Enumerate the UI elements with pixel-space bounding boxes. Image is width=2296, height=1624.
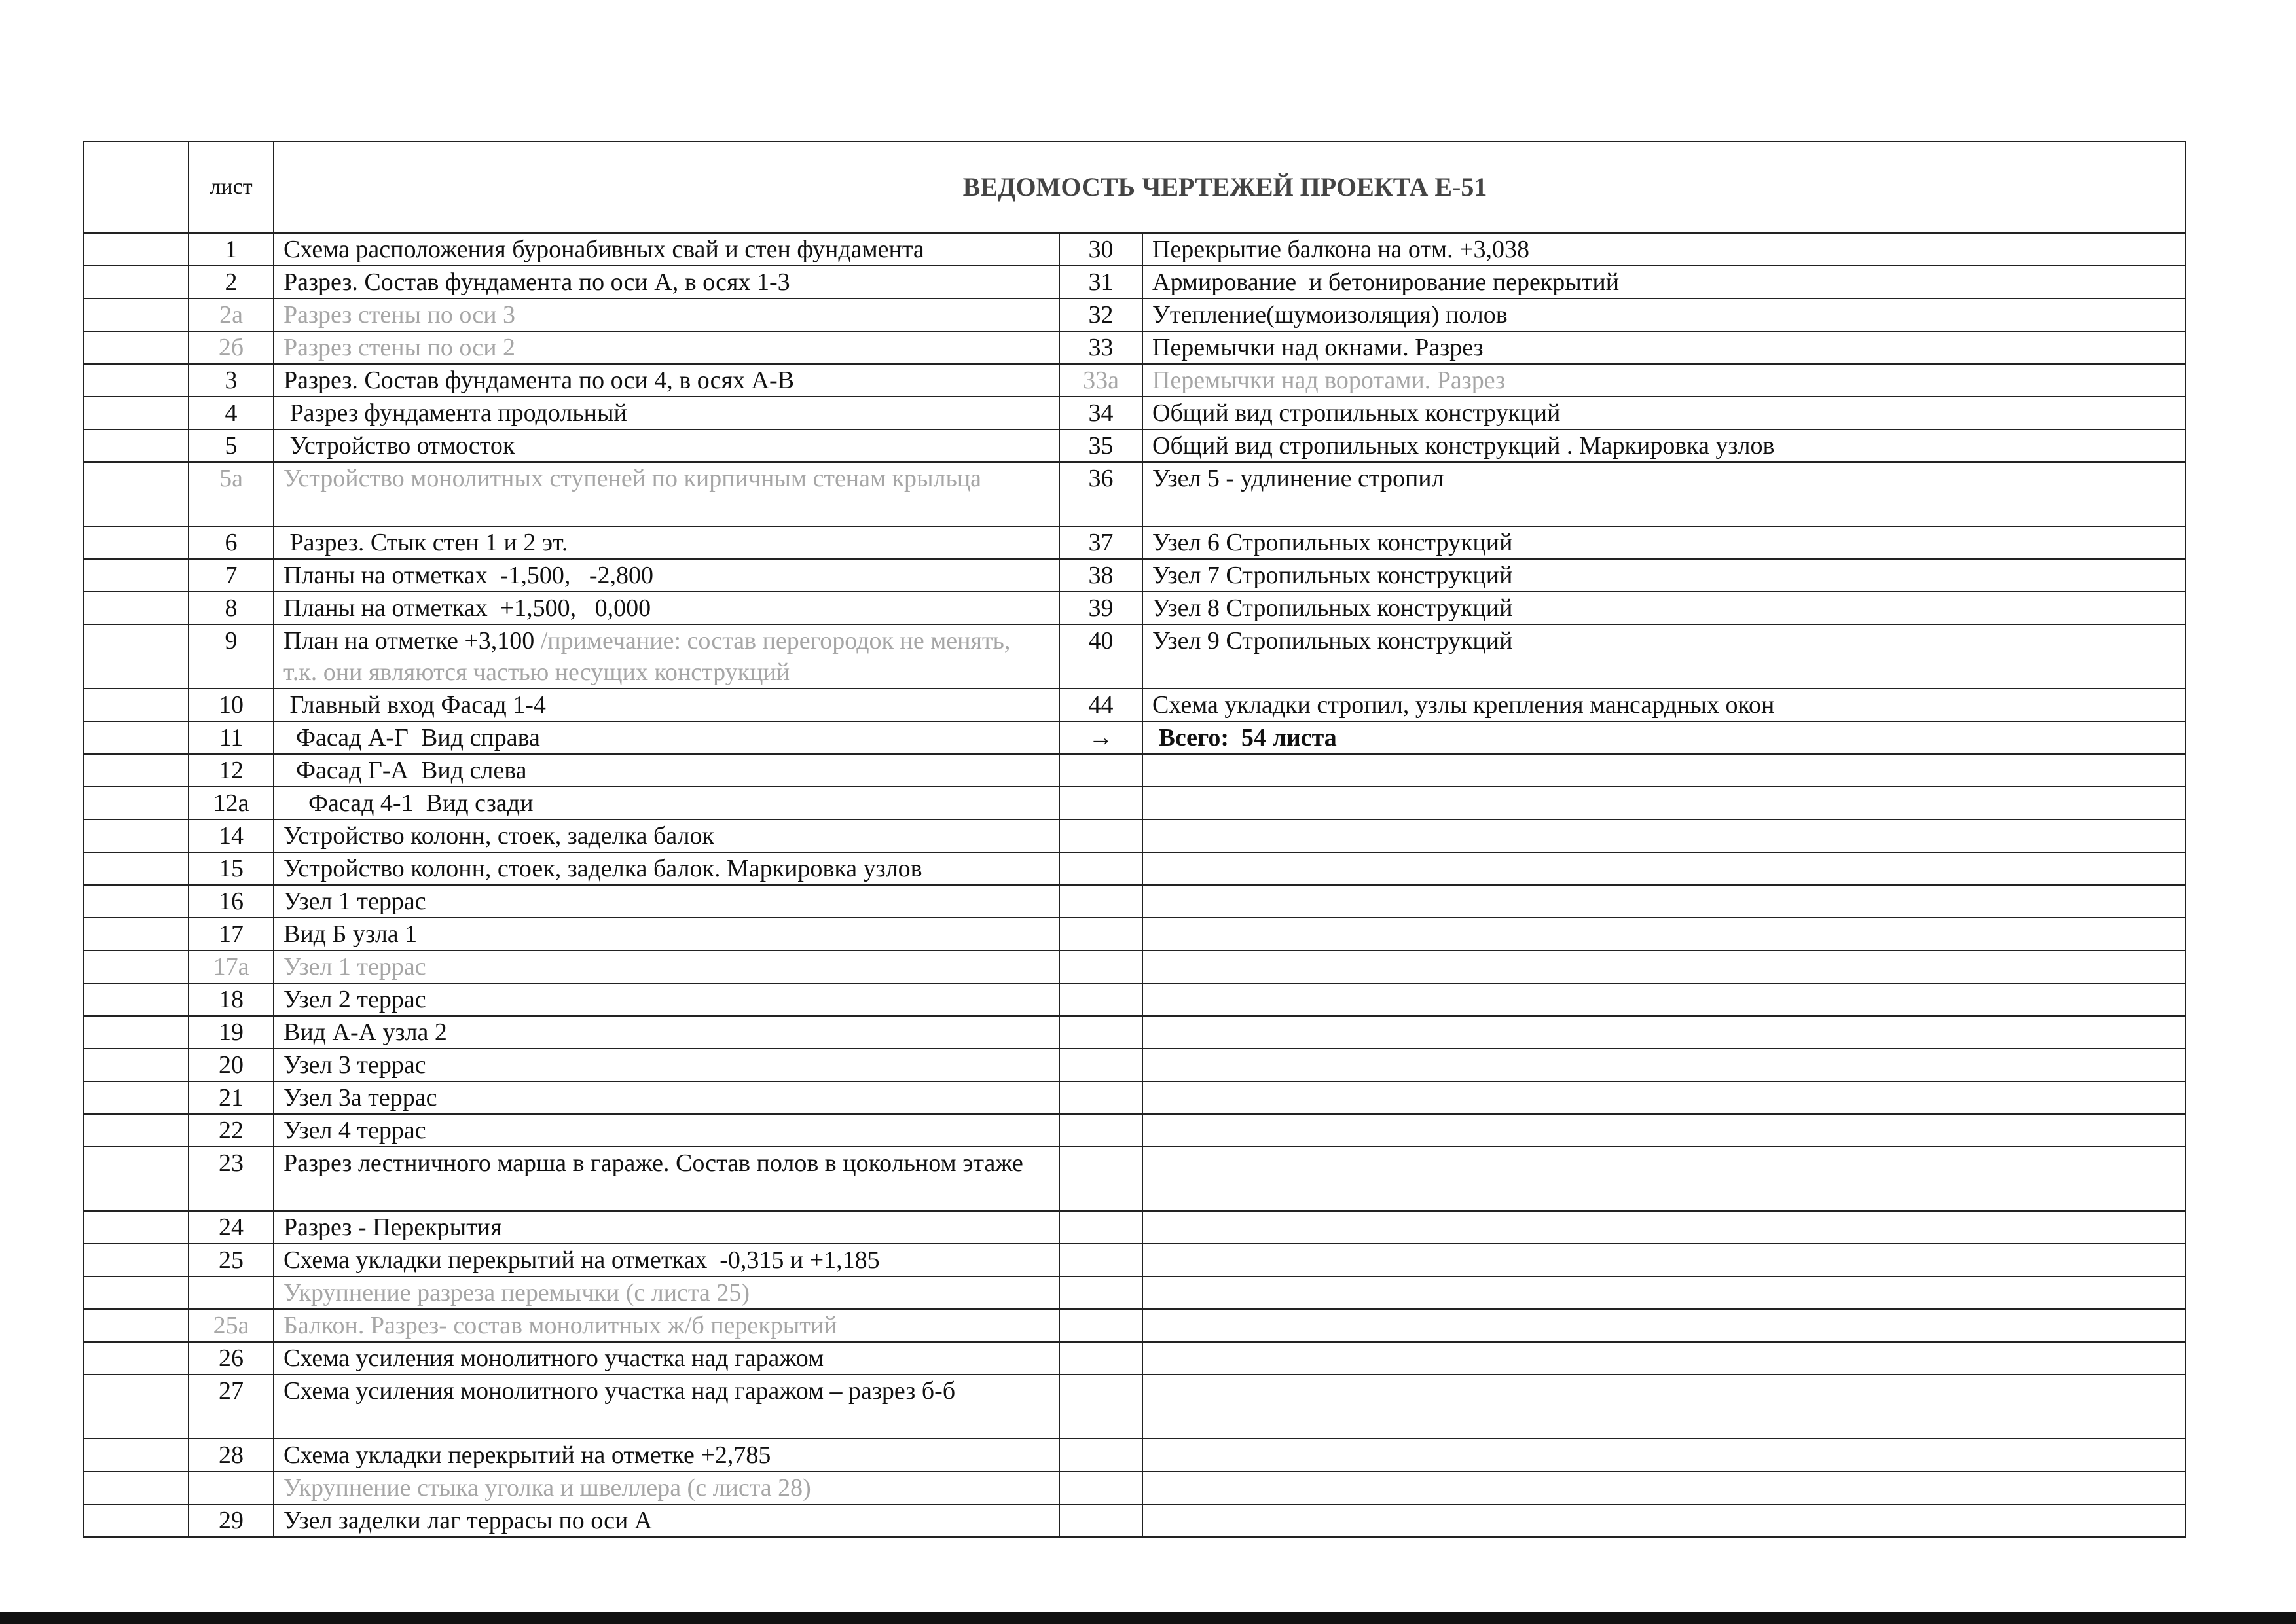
sheet-title-left: Разрез - Перекрытия xyxy=(274,1211,1059,1244)
sheet-number-left: 9 xyxy=(189,624,274,689)
margin-cell xyxy=(84,852,189,885)
table-row xyxy=(84,1016,2185,1049)
table-row xyxy=(84,1471,2185,1504)
sheet-number-left: 28 xyxy=(189,1439,274,1471)
table-row xyxy=(84,624,2185,689)
sheet-number-right xyxy=(1059,1309,1142,1342)
margin-cell xyxy=(84,1244,189,1276)
sheet-title-left: Разрез. Стык стен 1 и 2 эт. xyxy=(274,526,1059,559)
sheet-number-right xyxy=(1059,852,1142,885)
margin-cell xyxy=(84,1049,189,1081)
table-row xyxy=(84,462,2185,526)
sheet-number-left: 14 xyxy=(189,820,274,852)
sheet-number-left: 8 xyxy=(189,592,274,624)
table-row xyxy=(84,559,2185,592)
margin-cell xyxy=(84,918,189,950)
table-row xyxy=(84,852,2185,885)
sheet-title-right xyxy=(1142,1081,2185,1114)
sheet-number-left: 27 xyxy=(189,1375,274,1439)
sheet-number-left: 29 xyxy=(189,1504,274,1537)
table-row xyxy=(84,950,2185,983)
margin-cell xyxy=(84,1114,189,1147)
sheet-number-right: → xyxy=(1059,721,1142,754)
sheet-title-right xyxy=(1142,1439,2185,1471)
table-body xyxy=(84,141,2185,1537)
table-row xyxy=(84,820,2185,852)
margin-cell xyxy=(84,233,189,266)
table-row xyxy=(84,298,2185,331)
sheet-number-left: 25а xyxy=(189,1309,274,1342)
sheet-title-left: Разрез. Состав фундамента по оси 4, в осях А-В xyxy=(274,364,1059,397)
sheet-title-right xyxy=(1142,1276,2185,1309)
margin-cell xyxy=(84,1211,189,1244)
table-row xyxy=(84,1375,2185,1439)
sheet-number-right: 30 xyxy=(1059,233,1142,266)
sheet-title-right xyxy=(1142,1375,2185,1439)
sheet-title-left: Узел 1 террас xyxy=(274,950,1059,983)
sheet-number-left: 15 xyxy=(189,852,274,885)
sheet-title-left: Схема укладки перекрытий на отметках -0,315 и +1,185 xyxy=(274,1244,1059,1276)
sheet-number-right xyxy=(1059,1049,1142,1081)
table-row xyxy=(84,885,2185,918)
sheet-title-right: Узел 8 Стропильных конструкций xyxy=(1142,592,2185,624)
margin-cell xyxy=(84,689,189,721)
sheet-number-right xyxy=(1059,918,1142,950)
margin-cell xyxy=(84,592,189,624)
margin-cell xyxy=(84,397,189,429)
margin-cell xyxy=(84,526,189,559)
margin-cell xyxy=(84,754,189,787)
table-row xyxy=(84,1342,2185,1375)
sheet-number-right xyxy=(1059,820,1142,852)
margin-cell xyxy=(84,331,189,364)
sheet-number-right xyxy=(1059,1211,1142,1244)
sheet-title-right: Узел 6 Стропильных конструкций xyxy=(1142,526,2185,559)
sheet-title-left: Фасад 4-1 Вид сзади xyxy=(274,787,1059,820)
margin-cell xyxy=(84,1081,189,1114)
sheet-title-right xyxy=(1142,1309,2185,1342)
margin-cell xyxy=(84,624,189,689)
sheet-title-left: Схема укладки перекрытий на отметке +2,785 xyxy=(274,1439,1059,1471)
table-row xyxy=(84,1439,2185,1471)
sheet-title-right: Узел 7 Стропильных конструкций xyxy=(1142,559,2185,592)
sheet-title-left: Планы на отметках -1,500, -2,800 xyxy=(274,559,1059,592)
sheet-title-left: Узел 4 террас xyxy=(274,1114,1059,1147)
table-row xyxy=(84,1309,2185,1342)
sheet-number-right: 35 xyxy=(1059,429,1142,462)
sheet-title-left: Устройство монолитных ступеней по кирпичным стенам крыльца xyxy=(274,462,1059,526)
table-row xyxy=(84,1276,2185,1309)
table-row xyxy=(84,397,2185,429)
sheet-number-left: 26 xyxy=(189,1342,274,1375)
margin-cell xyxy=(84,1276,189,1309)
sheet-title-right xyxy=(1142,983,2185,1016)
sheet-number-right xyxy=(1059,1081,1142,1114)
sheet-number-left: 5а xyxy=(189,462,274,526)
sheet-title-right: Армирование и бетонирование перекрытий xyxy=(1142,266,2185,298)
sheet-title-text: План на отметке +3,100 xyxy=(283,627,541,655)
sheet-number-right xyxy=(1059,1276,1142,1309)
sheet-title-left: Планы на отметках +1,500, 0,000 xyxy=(274,592,1059,624)
margin-cell xyxy=(84,1147,189,1211)
margin-cell xyxy=(84,462,189,526)
sheet-number-left: 1 xyxy=(189,233,274,266)
table-row xyxy=(84,233,2185,266)
sheet-title-left: Схема усиления монолитного участка над гаражом – разрез б-б xyxy=(274,1375,1059,1439)
table-row xyxy=(84,1147,2185,1211)
margin-cell xyxy=(84,559,189,592)
sheet-title-left: Схема усиления монолитного участка над гаражом xyxy=(274,1342,1059,1375)
sheet-number-left: 7 xyxy=(189,559,274,592)
drawings-register-table xyxy=(83,141,2186,1538)
sheet-number-left: 22 xyxy=(189,1114,274,1147)
sheet-number-left: 23 xyxy=(189,1147,274,1211)
sheet-title-left: Разрез. Состав фундамента по оси А, в осях 1-3 xyxy=(274,266,1059,298)
sheet-title-left: Укрупнение разреза перемычки (с листа 25) xyxy=(274,1276,1059,1309)
sheet-title-left: Узел 2 террас xyxy=(274,983,1059,1016)
sheet-number-left: 2а xyxy=(189,298,274,331)
sheet-number-left: 3 xyxy=(189,364,274,397)
sheet-title-left: Устройство отмосток xyxy=(274,429,1059,462)
table-row xyxy=(84,1211,2185,1244)
sheet-number-left xyxy=(189,1276,274,1309)
sheet-number-left: 25 xyxy=(189,1244,274,1276)
margin-cell xyxy=(84,820,189,852)
sheet-title-right: Общий вид стропильных конструкций xyxy=(1142,397,2185,429)
sheet-number-right xyxy=(1059,950,1142,983)
sheet-number-right xyxy=(1059,1504,1142,1537)
sheet-title-right xyxy=(1142,754,2185,787)
table-row xyxy=(84,689,2185,721)
sheet-number-right: 32 xyxy=(1059,298,1142,331)
sheet-number-right xyxy=(1059,1439,1142,1471)
sheet-number-right xyxy=(1059,787,1142,820)
sheet-number-left: 12а xyxy=(189,787,274,820)
sheet-number-right xyxy=(1059,1016,1142,1049)
table-row xyxy=(84,266,2185,298)
sheet-title-left: Разрез лестничного марша в гараже. Состав полов в цокольном этаже xyxy=(274,1147,1059,1211)
sheet-title-left: Узел заделки лаг террасы по оси А xyxy=(274,1504,1059,1537)
sheet-title-left: Узел 3а террас xyxy=(274,1081,1059,1114)
margin-cell xyxy=(84,787,189,820)
sheet-title-left: Разрез стены по оси 3 xyxy=(274,298,1059,331)
margin-cell xyxy=(84,1309,189,1342)
table-row xyxy=(84,1504,2185,1537)
sheet-number-left: 17 xyxy=(189,918,274,950)
sheet-number-right xyxy=(1059,983,1142,1016)
sheet-number-right: 36 xyxy=(1059,462,1142,526)
sheet-title-right xyxy=(1142,1114,2185,1147)
sheet-title-right xyxy=(1142,1016,2185,1049)
sheet-number-right: 44 xyxy=(1059,689,1142,721)
margin-cell xyxy=(84,1016,189,1049)
sheet-title-left: Схема расположения буронабивных свай и стен фундамента xyxy=(274,233,1059,266)
table-row xyxy=(84,364,2185,397)
sheet-title-right: Утепление(шумоизоляция) полов xyxy=(1142,298,2185,331)
sheet-number-right xyxy=(1059,754,1142,787)
sheet-title-right: Узел 5 - удлинение стропил xyxy=(1142,462,2185,526)
table-row xyxy=(84,429,2185,462)
sheet-title-right xyxy=(1142,1147,2185,1211)
sheet-title-right: Схема укладки стропил, узлы крепления мансардных окон xyxy=(1142,689,2185,721)
sheet-number-right xyxy=(1059,1342,1142,1375)
sheet-title-right: Общий вид стропильных конструкций . Маркировка узлов xyxy=(1142,429,2185,462)
sheet-title-right xyxy=(1142,1504,2185,1537)
header-empty-cell xyxy=(84,141,189,233)
sheet-title-left: Узел 1 террас xyxy=(274,885,1059,918)
sheet-title-left: Фасад А-Г Вид справа xyxy=(274,721,1059,754)
sheet-title-right xyxy=(1142,1471,2185,1504)
table-row xyxy=(84,721,2185,754)
sheet-title-left: Укрупнение стыка уголка и швеллера (с листа 28) xyxy=(274,1471,1059,1504)
sheet-number-left: 16 xyxy=(189,885,274,918)
sheet-number-right xyxy=(1059,885,1142,918)
sheet-number-right: 33а xyxy=(1059,364,1142,397)
sheet-number-left: 4 xyxy=(189,397,274,429)
sheet-number-right: 39 xyxy=(1059,592,1142,624)
sheet-number-left: 18 xyxy=(189,983,274,1016)
margin-cell xyxy=(84,1342,189,1375)
sheet-title-right xyxy=(1142,1049,2185,1081)
sheet-number-right: 37 xyxy=(1059,526,1142,559)
header-sheet-label: лист xyxy=(189,141,274,233)
sheet-title-left: Вид А-А узла 2 xyxy=(274,1016,1059,1049)
sheet-number-right xyxy=(1059,1244,1142,1276)
sheet-number-right: 31 xyxy=(1059,266,1142,298)
sheet-number-left: 12 xyxy=(189,754,274,787)
sheet-number-right: 34 xyxy=(1059,397,1142,429)
sheet-number-right xyxy=(1059,1471,1142,1504)
sheet-number-right: 38 xyxy=(1059,559,1142,592)
sheet-title-right: Узел 9 Стропильных конструкций xyxy=(1142,624,2185,689)
margin-cell xyxy=(84,429,189,462)
table-row xyxy=(84,331,2185,364)
sheet-title-right: Всего: 54 листа xyxy=(1142,721,2185,754)
sheet-number-right: 33 xyxy=(1059,331,1142,364)
margin-cell xyxy=(84,1471,189,1504)
sheet-title-left: Главный вход Фасад 1-4 xyxy=(274,689,1059,721)
sheet-title-right: Перемычки над воротами. Разрез xyxy=(1142,364,2185,397)
sheet-title-right xyxy=(1142,1244,2185,1276)
sheet-title-right xyxy=(1142,1342,2185,1375)
document-title: ВЕДОМОСТЬ ЧЕРТЕЖЕЙ ПРОЕКТА Е-51 xyxy=(274,141,2185,233)
table-row xyxy=(84,918,2185,950)
margin-cell xyxy=(84,1504,189,1537)
sheet-title-left: Разрез стены по оси 2 xyxy=(274,331,1059,364)
sheet-number-left: 17а xyxy=(189,950,274,983)
table-row xyxy=(84,1081,2185,1114)
sheet-number-right xyxy=(1059,1147,1142,1211)
margin-cell xyxy=(84,1439,189,1471)
sheet-number-left: 21 xyxy=(189,1081,274,1114)
table-row xyxy=(84,983,2185,1016)
sheet-title-right xyxy=(1142,787,2185,820)
sheet-title-right xyxy=(1142,1211,2185,1244)
sheet-title-left xyxy=(274,624,1059,689)
sheet-title-right xyxy=(1142,950,2185,983)
table-row xyxy=(84,526,2185,559)
sheet-number-right xyxy=(1059,1114,1142,1147)
sheet-number-left: 20 xyxy=(189,1049,274,1081)
sheet-number-left xyxy=(189,1471,274,1504)
sheet-title-right xyxy=(1142,820,2185,852)
sheet-title-left: Разрез фундамента продольный xyxy=(274,397,1059,429)
header-row xyxy=(84,141,2185,233)
sheet-number-left: 11 xyxy=(189,721,274,754)
margin-cell xyxy=(84,885,189,918)
margin-cell xyxy=(84,364,189,397)
sheet-title-left: Фасад Г-А Вид слева xyxy=(274,754,1059,787)
sheet-title-right xyxy=(1142,885,2185,918)
sheet-number-left: 10 xyxy=(189,689,274,721)
sheet-title-left: Устройство колонн, стоек, заделка балок. Маркировка узлов xyxy=(274,852,1059,885)
sheet-number-left: 6 xyxy=(189,526,274,559)
sheet-title-left: Устройство колонн, стоек, заделка балок xyxy=(274,820,1059,852)
sheet-number-left: 5 xyxy=(189,429,274,462)
sheet-number-left: 2 xyxy=(189,266,274,298)
sheet-number-right: 40 xyxy=(1059,624,1142,689)
sheet-number-left: 24 xyxy=(189,1211,274,1244)
table-row xyxy=(84,1244,2185,1276)
margin-cell xyxy=(84,298,189,331)
table-row xyxy=(84,592,2185,624)
margin-cell xyxy=(84,950,189,983)
table-row xyxy=(84,787,2185,820)
sheet-title-left: Балкон. Разрез- состав монолитных ж/б перекрытий xyxy=(274,1309,1059,1342)
table-row xyxy=(84,1114,2185,1147)
margin-cell xyxy=(84,266,189,298)
sheet-title-right: Перекрытие балкона на отм. +3,038 xyxy=(1142,233,2185,266)
margin-cell xyxy=(84,1375,189,1439)
sheet-title-left: Вид Б узла 1 xyxy=(274,918,1059,950)
sheet-title-left: Узел 3 террас xyxy=(274,1049,1059,1081)
table-row xyxy=(84,1049,2185,1081)
sheet-title-note: /примечание: состав перегородок не менять, т.к. они являются частью несущих конструкций xyxy=(283,627,1011,686)
sheet-number-left: 2б xyxy=(189,331,274,364)
sheet-number-right xyxy=(1059,1375,1142,1439)
table-row xyxy=(84,754,2185,787)
sheet-title-right xyxy=(1142,852,2185,885)
scan-bottom-edge xyxy=(0,1612,2296,1624)
sheet-number-left: 19 xyxy=(189,1016,274,1049)
margin-cell xyxy=(84,983,189,1016)
margin-cell xyxy=(84,721,189,754)
sheet-title-right xyxy=(1142,918,2185,950)
sheet-title-right: Перемычки над окнами. Разрез xyxy=(1142,331,2185,364)
